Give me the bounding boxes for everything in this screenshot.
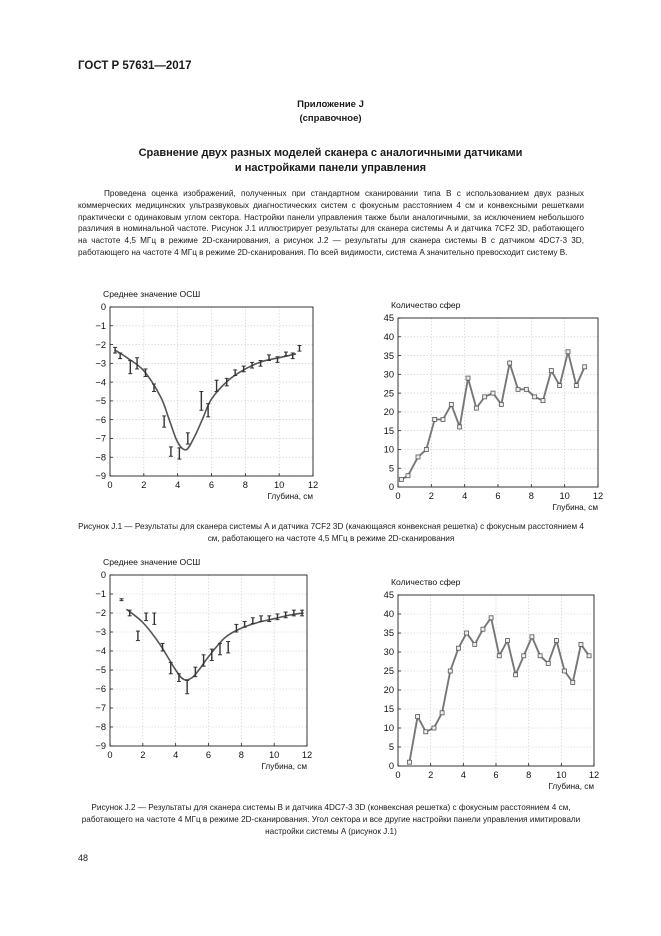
data-point bbox=[530, 635, 534, 639]
data-point bbox=[433, 417, 437, 421]
chart-j2-snr bbox=[78, 555, 328, 790]
data-point bbox=[424, 447, 428, 451]
x-axis-title: Глубина, см bbox=[548, 782, 594, 791]
y-tick-label: −3 bbox=[95, 358, 106, 369]
annex-subtitle: (справочное) bbox=[299, 113, 362, 124]
x-tick-label: 2 bbox=[140, 750, 146, 760]
x-tick-label: 0 bbox=[395, 491, 401, 501]
x-tick-label: 12 bbox=[588, 770, 600, 780]
x-tick-label: 12 bbox=[307, 480, 319, 490]
y-tick-label: −5 bbox=[95, 396, 106, 407]
y-tick-label: 5 bbox=[388, 742, 394, 753]
x-tick-label: 4 bbox=[173, 750, 179, 760]
data-point bbox=[456, 646, 460, 650]
y-tick-label: 30 bbox=[383, 647, 394, 658]
y-tick-label: 45 bbox=[383, 313, 394, 324]
data-point bbox=[566, 350, 570, 354]
y-tick-label: 25 bbox=[383, 666, 394, 677]
y-tick-label: −5 bbox=[95, 665, 106, 676]
x-tick-label: 10 bbox=[556, 770, 567, 780]
data-point bbox=[489, 616, 493, 620]
chart-j1-snr bbox=[78, 285, 328, 510]
document-header: ГОСТ Р 57631—2017 bbox=[78, 60, 192, 72]
x-tick-label: 12 bbox=[301, 750, 313, 760]
x-axis-title: Глубина, см bbox=[267, 492, 313, 501]
data-point bbox=[406, 474, 410, 478]
y-tick-label: 5 bbox=[388, 463, 394, 474]
y-tick-label: 25 bbox=[383, 388, 394, 399]
data-point bbox=[407, 760, 411, 764]
x-tick-label: 4 bbox=[460, 770, 466, 780]
y-tick-label: −2 bbox=[95, 339, 106, 350]
x-tick-label: 2 bbox=[141, 480, 147, 490]
section-title bbox=[60, 146, 601, 176]
data-point bbox=[583, 365, 587, 369]
y-tick-label: 20 bbox=[383, 685, 394, 696]
data-point bbox=[416, 715, 420, 719]
x-tick-label: 8 bbox=[238, 750, 244, 760]
data-point bbox=[587, 654, 591, 658]
y-tick-label: −7 bbox=[95, 703, 106, 714]
y-tick-label: 20 bbox=[383, 407, 394, 418]
y-tick-label: 10 bbox=[383, 444, 394, 455]
y-tick-label: 30 bbox=[383, 369, 394, 380]
data-point bbox=[424, 730, 428, 734]
data-point bbox=[538, 654, 542, 658]
y-tick-label: 0 bbox=[100, 570, 106, 581]
series-line bbox=[401, 352, 584, 480]
x-tick-label: 4 bbox=[462, 491, 468, 501]
y-tick-label: 15 bbox=[383, 704, 394, 715]
x-tick-label: 6 bbox=[208, 480, 215, 490]
data-point bbox=[416, 455, 420, 459]
y-tick-label: 45 bbox=[383, 590, 394, 601]
data-point bbox=[481, 627, 485, 631]
body-paragraph-block bbox=[78, 188, 584, 259]
data-point bbox=[449, 402, 453, 406]
annex-heading bbox=[0, 98, 661, 126]
data-point bbox=[508, 361, 512, 365]
x-tick-label: 8 bbox=[526, 770, 532, 780]
page-number: 48 bbox=[78, 853, 89, 863]
data-point bbox=[483, 395, 487, 399]
data-point bbox=[466, 376, 470, 380]
x-tick-label: 0 bbox=[107, 750, 113, 760]
data-point bbox=[491, 391, 495, 395]
y-tick-label: −9 bbox=[95, 741, 106, 752]
x-tick-label: 0 bbox=[107, 480, 113, 490]
plot-frame bbox=[110, 307, 313, 476]
data-point bbox=[473, 642, 477, 646]
y-tick-label: 0 bbox=[388, 482, 394, 493]
data-point bbox=[558, 384, 562, 388]
x-axis-title: Глубина, см bbox=[552, 503, 598, 512]
y-tick-label: −6 bbox=[95, 414, 106, 425]
x-tick-label: 10 bbox=[273, 480, 285, 490]
data-point bbox=[574, 384, 578, 388]
y-tick-label: 0 bbox=[388, 761, 394, 772]
y-tick-label: −6 bbox=[95, 684, 106, 695]
x-tick-label: 10 bbox=[559, 491, 570, 501]
data-point bbox=[497, 654, 501, 658]
data-point bbox=[571, 680, 575, 684]
data-point bbox=[440, 711, 444, 715]
x-tick-label: 12 bbox=[592, 491, 604, 501]
data-point bbox=[441, 417, 445, 421]
data-point bbox=[458, 425, 462, 429]
y-tick-label: 35 bbox=[383, 628, 394, 639]
annex-title: Приложение J bbox=[297, 99, 364, 110]
y-tick-label: 35 bbox=[383, 350, 394, 361]
y-tick-label: −3 bbox=[95, 627, 106, 638]
data-point bbox=[522, 654, 526, 658]
y-tick-label: −7 bbox=[95, 433, 106, 444]
data-point bbox=[549, 369, 553, 373]
section-title-line-2: и настройками панели управления bbox=[234, 162, 427, 174]
x-tick-label: 8 bbox=[528, 491, 534, 501]
y-tick-label: −2 bbox=[95, 608, 106, 619]
data-point bbox=[432, 726, 436, 730]
data-point bbox=[541, 399, 545, 403]
x-tick-label: 6 bbox=[495, 491, 501, 501]
section-title-line-1: Сравнение двух разных моделей сканера с аналогичными датчиками bbox=[138, 147, 523, 159]
x-tick-label: 6 bbox=[493, 770, 499, 780]
y-tick-label: −1 bbox=[95, 320, 106, 331]
data-point bbox=[516, 387, 520, 391]
y-axis-title: Количество сфер bbox=[391, 300, 461, 310]
x-tick-label: 10 bbox=[268, 750, 280, 760]
x-tick-label: 6 bbox=[205, 750, 212, 760]
y-axis-title: Среднее значение ОСШ bbox=[103, 289, 201, 299]
data-point bbox=[505, 639, 509, 643]
data-point bbox=[579, 642, 583, 646]
y-axis-title: Количество сфер bbox=[391, 577, 461, 587]
x-tick-label: 2 bbox=[428, 491, 434, 501]
y-tick-label: −8 bbox=[95, 722, 106, 733]
figure-1-caption: Рисунок J.1 — Результаты для сканера системы A и датчика 7CF2 3D (качающаяся конвексная решетка) с фокусным расстоянием 4 см, работающего на частоте 4,5 МГц в режиме 2D-сканирования bbox=[78, 522, 584, 543]
fit-curve bbox=[115, 350, 296, 450]
chart-j1-spheres bbox=[378, 285, 618, 520]
data-point bbox=[399, 477, 403, 481]
x-tick-label: 0 bbox=[395, 770, 401, 780]
data-point bbox=[524, 387, 528, 391]
data-point bbox=[448, 669, 452, 673]
y-tick-label: −4 bbox=[95, 646, 106, 657]
x-tick-label: 2 bbox=[428, 770, 434, 780]
x-axis-title: Глубина, см bbox=[261, 762, 307, 771]
y-axis-title: Среднее значение ОСШ bbox=[103, 557, 201, 567]
data-point bbox=[533, 395, 537, 399]
data-point bbox=[474, 406, 478, 410]
data-point bbox=[465, 631, 469, 635]
y-tick-label: 40 bbox=[383, 331, 394, 342]
data-point bbox=[499, 402, 503, 406]
x-tick-label: 4 bbox=[175, 480, 181, 490]
y-tick-label: −8 bbox=[95, 452, 106, 463]
y-tick-label: 0 bbox=[100, 302, 106, 313]
data-point bbox=[554, 639, 558, 643]
y-tick-label: −9 bbox=[95, 471, 106, 482]
y-tick-label: 40 bbox=[383, 609, 394, 620]
plot-frame bbox=[398, 318, 598, 487]
y-tick-label: 10 bbox=[383, 723, 394, 734]
x-tick-label: 8 bbox=[242, 480, 248, 490]
y-tick-label: 15 bbox=[383, 425, 394, 436]
data-point bbox=[514, 673, 518, 677]
figure-2-caption: Рисунок J.2 — Результаты для сканера системы B и датчика 4DC7-3 3D (конвексная решетка) с фокусным расстоянием 4 см, работающего на частоте 4 МГц в режиме 2D-сканирования. Угол сектора и все другие настройки панели управления имитировали настройки системы A (рисунок J.1) bbox=[81, 803, 581, 836]
data-point bbox=[546, 661, 550, 665]
y-tick-label: −1 bbox=[95, 589, 106, 600]
body-paragraph: Проведена оценка изображений, полученных при стандартном сканировании типа B с использованием двух разных коммерческих медицинских ультразвуковых диагностических систем с фокусным расстоянием 4 см и конвексными решетками практически с одинаковым углом сектора. Настройки панели управления также были аналогичными, за исключением небольшого различия в номинальной частоте. Рисунок J.1 иллюстрирует результаты для сканера системы A и датчика 7CF2 3D, работающего на частоте 4,5 МГц в режиме 2D-сканирования, а рисунок J.2 — результаты для сканера системы B с датчиком 4DC7-3 3D, работающего на частоте 4 МГц в режиме 2D-сканирования. По всей видимости, система A значительно превосходит систему B. bbox=[78, 189, 584, 257]
chart-j2-spheres bbox=[378, 555, 618, 795]
y-tick-label: −4 bbox=[95, 377, 106, 388]
data-point bbox=[563, 669, 567, 673]
